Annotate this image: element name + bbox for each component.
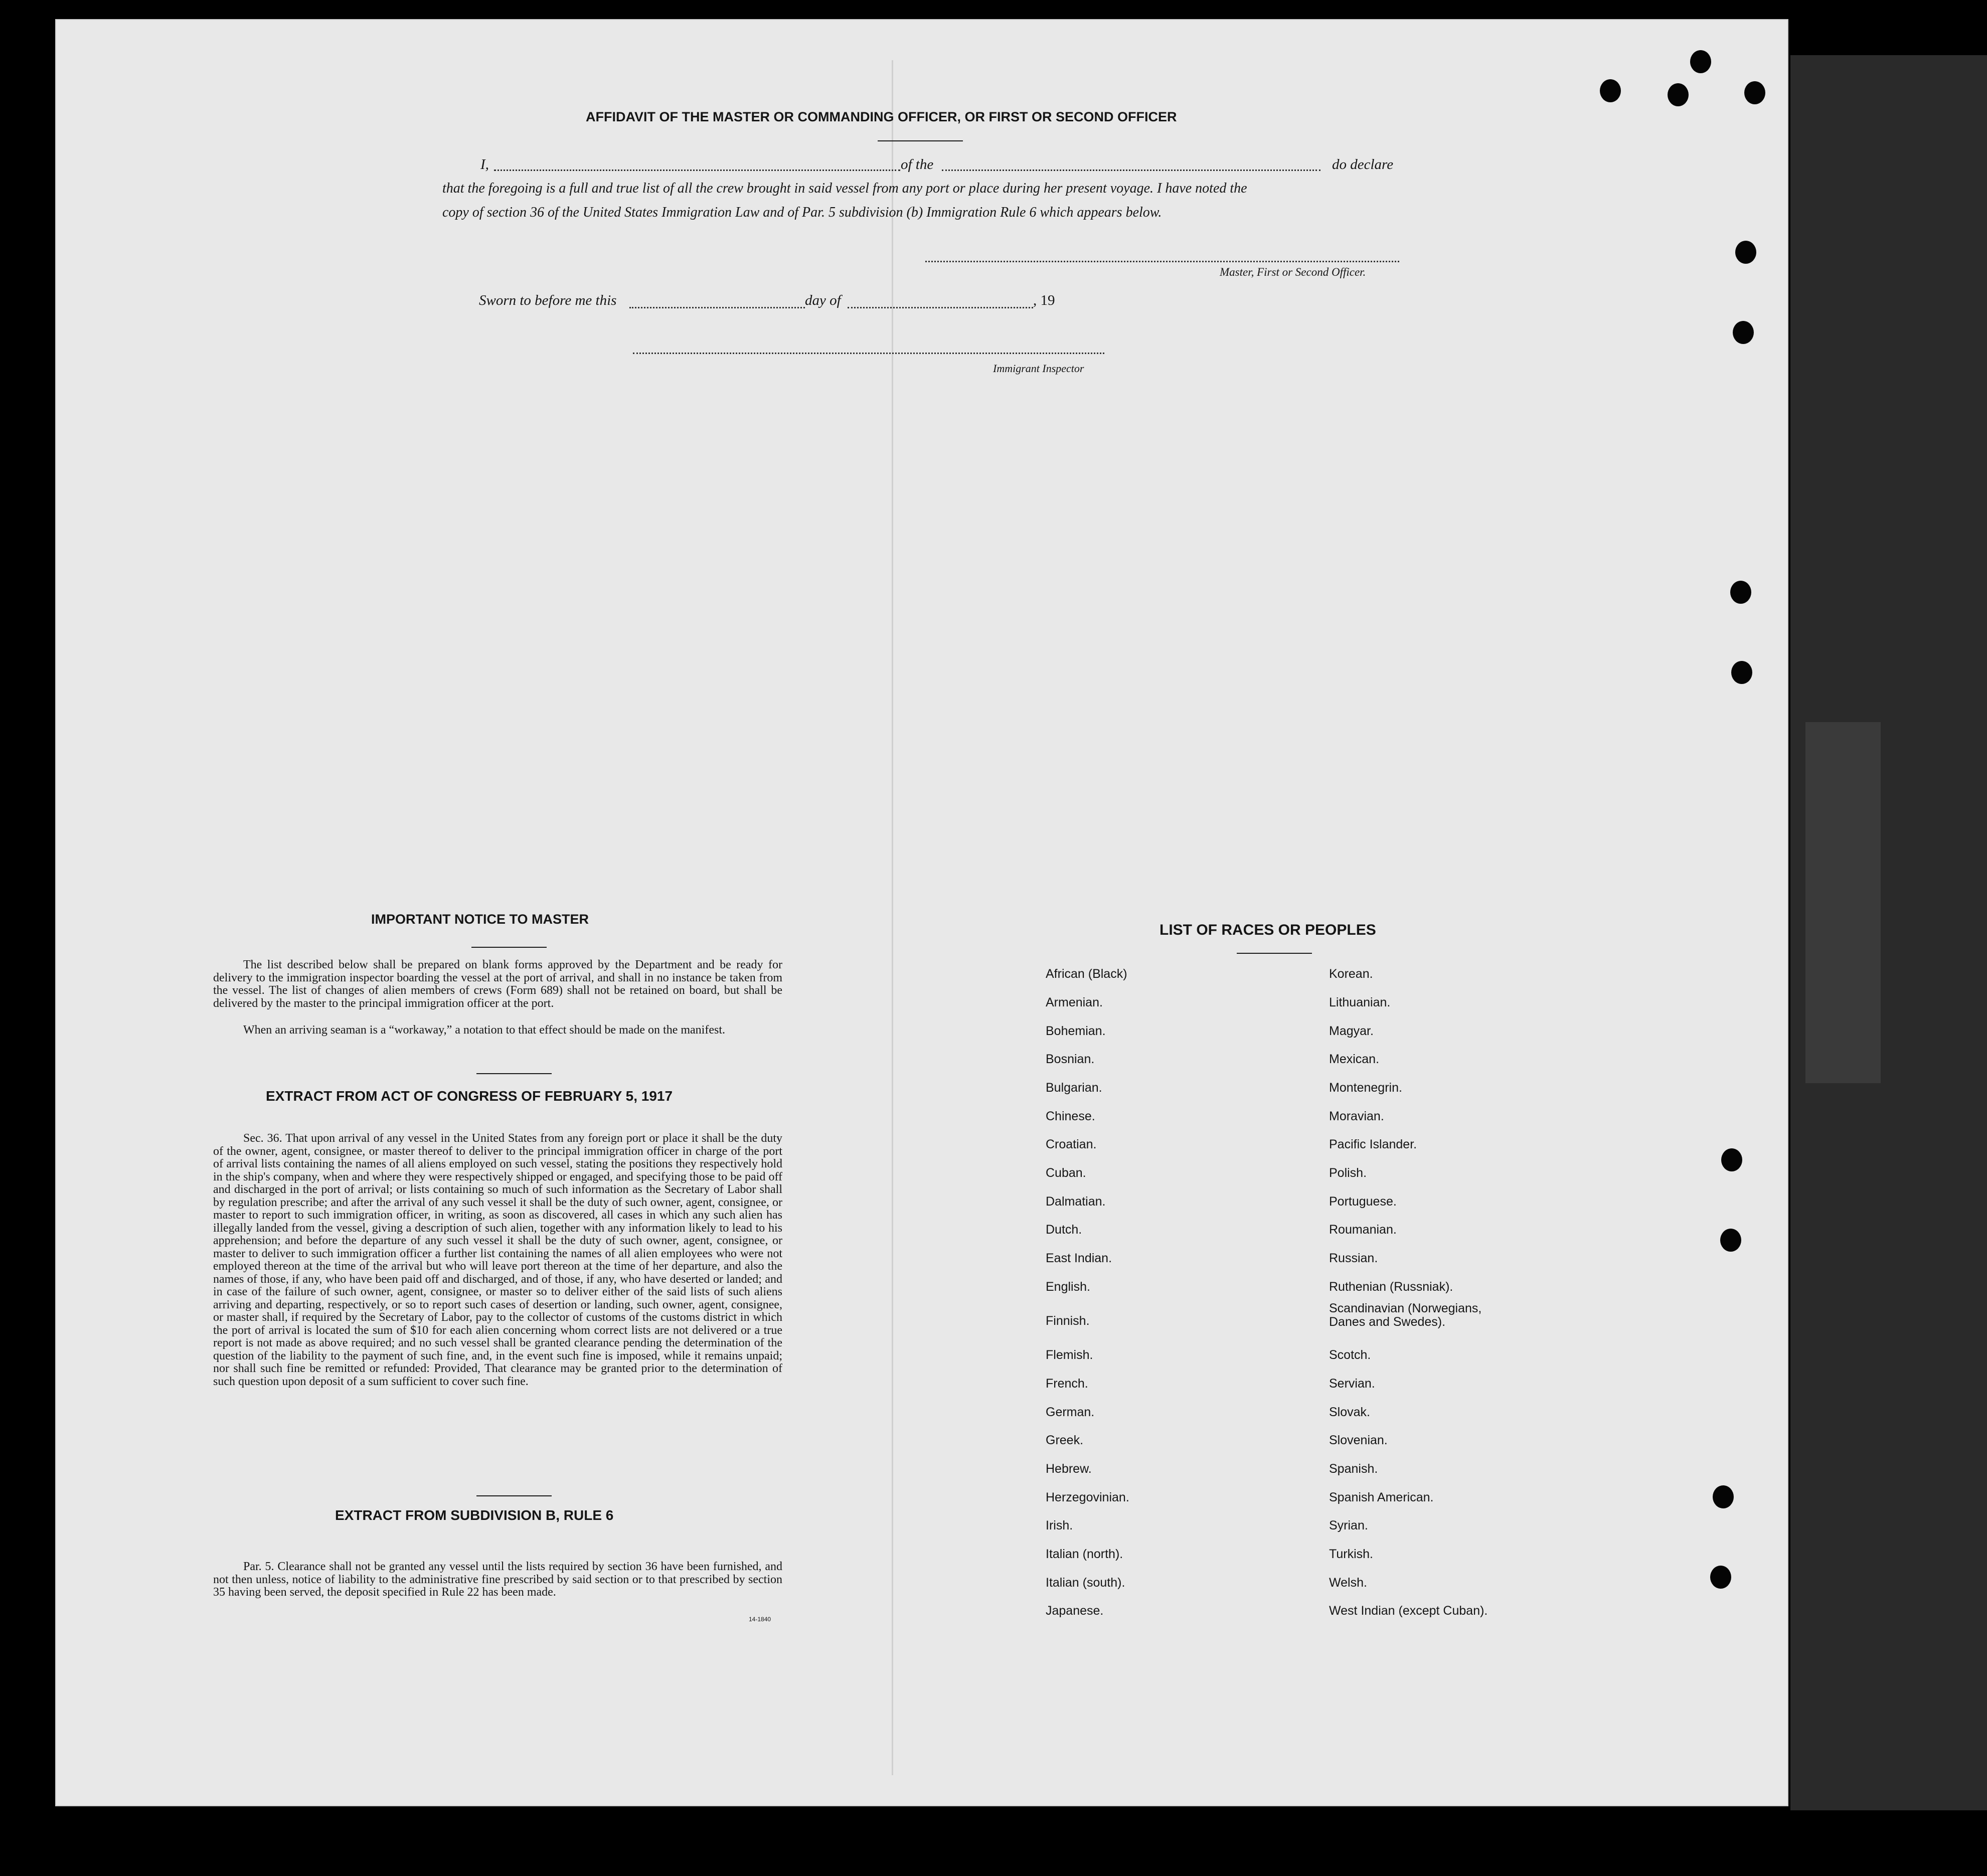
punch-hole [1744,81,1765,104]
race-item: Mexican. [1329,1052,1380,1066]
punch-hole [1731,661,1752,684]
notice-underline [471,947,547,948]
races-title: LIST OF RACES OR PEOPLES [1160,922,1376,938]
punch-hole [1690,50,1711,73]
master-caption: Master, First or Second Officer. [1220,266,1366,278]
race-item: East Indian. [1046,1251,1112,1265]
notice-paragraph-2: When an arriving seaman is a “workaway,” a notation to that effect should be made on the manifest. [243,1024,725,1037]
race-item: Dutch. [1046,1223,1082,1237]
race-item: English. [1046,1280,1090,1294]
notice-title: IMPORTANT NOTICE TO MASTER [371,912,589,927]
race-item: Bosnian. [1046,1052,1095,1066]
race-item: Irish. [1046,1518,1073,1532]
punch-hole [1600,79,1621,102]
race-item: Bulgarian. [1046,1081,1102,1095]
race-item: Japanese. [1046,1604,1104,1618]
notice-paragraph-1: The list described below shall be prepared on blank forms approved by the Department and be ready for delivery to the immigration inspector boarding the vessel at the port of arrival, and shall in no instance be taken from the vessel. The list of changes of alien members of crews (Form 689) shall not be retained on board, but shall be delivered by the master to the principal immigration officer at the port. [213,958,782,1010]
inspector-caption: Immigrant Inspector [993,362,1084,375]
affidavit-title: AFFIDAVIT OF THE MASTER OR COMMANDING OFFICER, OR FIRST OR SECOND OFFICER [586,109,1177,124]
race-item: Hebrew. [1046,1462,1092,1476]
background-page-edge [1805,722,1881,1083]
master-signature-field[interactable] [925,261,1399,262]
race-item: Italian (south). [1046,1576,1125,1590]
section-divider [476,1073,552,1074]
affidavit-line-2: that the foregoing is a full and true list of all the crew brought in said vessel from any port or place during her present voyage. I have noted the [442,181,1247,196]
race-item: German. [1046,1405,1095,1419]
extract-act-title: EXTRACT FROM ACT OF CONGRESS OF FEBRUARY 5, 1917 [266,1088,673,1104]
race-item: Welsh. [1329,1576,1367,1590]
day-of-label: day of [805,292,841,308]
sworn-day-field[interactable] [629,307,805,308]
race-item: Flemish. [1046,1348,1093,1362]
race-item: Spanish. [1329,1462,1378,1476]
race-item: Moravian. [1329,1109,1384,1123]
race-item: Dalmatian. [1046,1195,1106,1209]
race-item: Herzegovinian. [1046,1490,1129,1504]
punch-hole [1720,1229,1741,1252]
form-page [56,20,1787,1805]
race-item: Slovenian. [1329,1433,1388,1447]
race-item: Turkish. [1329,1547,1373,1561]
form-number: 14-1840 [749,1616,771,1623]
race-item: Scandinavian (Norwegians, Danes and Swedes). [1329,1301,1482,1329]
punch-hole [1710,1566,1731,1589]
affidavit-i-label: I, [480,156,489,173]
page-fold-line [892,60,893,1775]
race-item: Armenian. [1046,995,1103,1009]
races-underline [1237,953,1312,954]
affidavit-line-3: copy of section 36 of the United States Immigration Law and of Par. 5 subdivision (b) Immigration Rule 6 which appears below. [442,205,1162,220]
race-item: Ruthenian (Russniak). [1329,1280,1453,1294]
vessel-field[interactable] [942,169,1320,171]
race-item: Montenegrin. [1329,1081,1402,1095]
affidavit-do-declare: do declare [1332,156,1394,173]
punch-hole [1735,241,1756,264]
sworn-label: Sworn to before me this [479,292,617,308]
race-item: Croatian. [1046,1137,1097,1151]
affidavit-of-the-label: of the [901,156,934,173]
punch-hole [1713,1485,1734,1508]
punch-hole [1668,83,1689,106]
year-label: , 19 [1033,292,1055,308]
race-item: Slovak. [1329,1405,1370,1419]
extract-rule-title: EXTRACT FROM SUBDIVISION B, RULE 6 [335,1507,614,1523]
name-field[interactable] [494,169,900,171]
race-item: Korean. [1329,967,1373,981]
race-item: Magyar. [1329,1024,1374,1038]
punch-hole [1733,321,1754,344]
race-item: Roumanian. [1329,1223,1397,1237]
race-item: Italian (north). [1046,1547,1123,1561]
race-item: Russian. [1329,1251,1378,1265]
race-item: Portuguese. [1329,1195,1397,1209]
extract-rule-text: Par. 5. Clearance shall not be granted any vessel until the lists required by section 36 have been furnished, and not then unless, notice of liability to the administrative fine prescribed by said section or to that prescribed by section 35 having been served, the deposit specified in Rule 22 has been made. [213,1560,782,1599]
punch-hole [1721,1148,1742,1171]
title-underline [878,140,963,141]
race-item: French. [1046,1377,1088,1391]
race-item: African (Black) [1046,967,1127,981]
race-item: Scotch. [1329,1348,1371,1362]
race-item: Greek. [1046,1433,1084,1447]
race-item: Pacific Islander. [1329,1137,1417,1151]
punch-hole [1730,581,1751,604]
inspector-signature-field[interactable] [633,353,1104,354]
race-item: Bohemian. [1046,1024,1106,1038]
section-divider [476,1495,552,1496]
race-item: West Indian (except Cuban). [1329,1604,1488,1618]
extract-act-text: Sec. 36. That upon arrival of any vessel in the United States from any foreign port or place it shall be the duty of the owner, agent, consignee, or master thereof to deliver to the principal immigration officer in charge of the port of arrival lists containing the names of all aliens employed on such vessel, stating the positions they respectively hold in the ship's company, when and where they were respectively shipped or engaged, and specifying those to be paid off and discharged in the port of arrival; or lists containing so much of such information as the Secretary of Labor shall by regulation prescribe; and after the arrival of any such vessel it shall be the duty of such owner, agent, consignee, or master to report to such immigration officer, in writing, as soon as discovered, all cases in which any such alien has illegally landed from the vessel, giving a description of such alien, together with any information likely to lead to his apprehension; and before the departure of any such vessel it shall be the duty of such owner, agent, consignee, or master to deliver to such immigration officer a further list containing the names of all alien employees who were not employed thereon at the time of the arrival but who will leave port thereon at the time of her departure, and also the names of those, if any, who have been paid off and discharged, and of those, if any, who have deserted or landed; and in case of the failure of such owner, agent, consignee, or master so to deliver either of the said lists of such aliens arriving and departing, respectively, or so to report such cases of desertion or landing, such owner, agent, consignee, or master shall, if required by the Secretary of Labor, pay to the collector of customs of the customs district in which the port of arrival is located the sum of $10 for each alien concerning whom correct lists are not delivered or a true report is not made as above required; and no such vessel shall be granted clearance pending the determination of the question of the liability to the payment of such fine, and, in the event such fine is imposed, while it remains unpaid; nor shall such fine be remitted or refunded: Provided, That clearance may be granted prior to the determination of such question upon deposit of a sum sufficient to cover such fine. [213,1132,782,1388]
race-item: Syrian. [1329,1518,1368,1532]
race-item: Polish. [1329,1166,1367,1180]
race-item: Lithuanian. [1329,995,1391,1009]
race-item: Spanish American. [1329,1490,1434,1504]
race-item: Chinese. [1046,1109,1095,1123]
sworn-month-field[interactable] [848,307,1033,308]
race-item: Finnish. [1046,1314,1090,1328]
race-item: Cuban. [1046,1166,1086,1180]
race-item: Servian. [1329,1377,1375,1391]
